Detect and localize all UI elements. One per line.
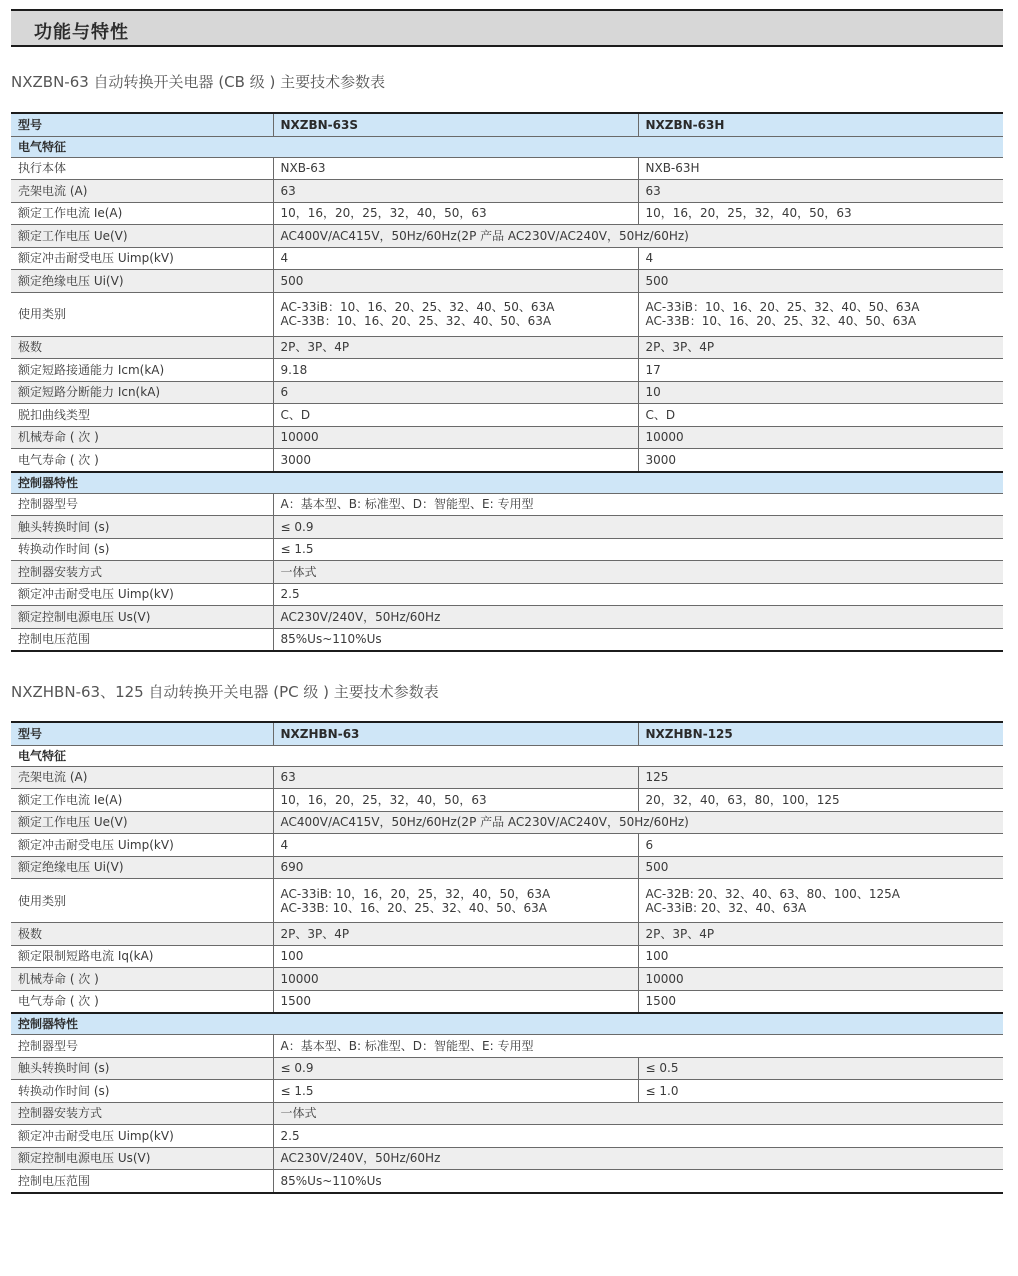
row-label: 控制器安装方式 (11, 1102, 273, 1125)
row-label: 控制器型号 (11, 493, 273, 516)
value-line: AC-33iB: 10，16，20，25，32，40，50，63A (280, 886, 551, 901)
table-row (11, 270, 1003, 293)
row-value-2: 6 (638, 834, 1003, 857)
row-label: 额定工作电流 Ie(A) (11, 202, 273, 225)
table-row (11, 493, 1003, 516)
table-row (11, 538, 1003, 561)
row-label: 额定短路接通能力 Icm(kA) (11, 359, 273, 382)
value-line: AC-33B：10、16、20、25、32、40、50、63A (280, 314, 552, 328)
group-row-electrical (11, 745, 1003, 766)
row-value-2: 10000 (638, 968, 1003, 991)
row-label: 机械寿命 ( 次 ) (11, 426, 273, 449)
row-value-1: 10，16，20，25，32，40，50，63 (273, 202, 638, 225)
row-value-span: AC400V/AC415V，50Hz/60Hz(2P 产品 AC230V/AC240V，50Hz/60Hz) (273, 811, 1003, 834)
row-value-1 (273, 292, 638, 336)
value-line: AC-33B: 10、16、20、25、32、40、50、63A (280, 900, 547, 915)
row-value-2: 500 (638, 270, 1003, 293)
table-row (11, 225, 1003, 248)
row-label: 脱扣曲线类型 (11, 404, 273, 427)
table-row (11, 404, 1003, 427)
row-value-1: 6 (273, 381, 638, 404)
row-value-span: 2.5 (273, 1125, 1003, 1148)
row-label: 额定工作电流 Ie(A) (11, 789, 273, 812)
table-row (11, 202, 1003, 225)
table-row (11, 1057, 1003, 1080)
row-value-2: C、D (638, 404, 1003, 427)
group-label: 控制器特性 (11, 472, 1003, 494)
row-value-1: 63 (273, 766, 638, 789)
row-value-2 (638, 292, 1003, 336)
header-cell-model-1: NXZBN-63S (273, 113, 638, 136)
row-label: 额定控制电源电压 Us(V) (11, 606, 273, 629)
row-value-2: 2P、3P、4P (638, 336, 1003, 359)
group-label: 控制器特性 (11, 1013, 1003, 1035)
table-row (11, 292, 1003, 336)
row-value-2: 2P、3P、4P (638, 923, 1003, 946)
row-value-1: 3000 (273, 449, 638, 472)
row-label: 触头转换时间 (s) (11, 1057, 273, 1080)
table-row (11, 834, 1003, 857)
row-value-2: 1500 (638, 990, 1003, 1013)
row-value-1: 2P、3P、4P (273, 336, 638, 359)
row-value-span: AC230V/240V，50Hz/60Hz (273, 1147, 1003, 1170)
table-row (11, 766, 1003, 789)
row-value-2: ≤ 1.0 (638, 1080, 1003, 1103)
row-label: 转换动作时间 (s) (11, 1080, 273, 1103)
table-row (11, 945, 1003, 968)
row-value-2: 3000 (638, 449, 1003, 472)
table-row (11, 157, 1003, 180)
row-value-span: 一体式 (273, 1102, 1003, 1125)
row-label: 额定冲击耐受电压 Uimp(kV) (11, 834, 273, 857)
row-label: 使用类别 (11, 292, 273, 336)
row-value-span: 85%Us~110%Us (273, 1170, 1003, 1193)
row-label: 极数 (11, 923, 273, 946)
row-label: 额定短路分断能力 Icn(kA) (11, 381, 273, 404)
row-value-span: ≤ 0.9 (273, 516, 1003, 539)
table-row (11, 449, 1003, 472)
row-value-1: 10，16，20，25，32，40，50，63 (273, 789, 638, 812)
row-value-1: ≤ 1.5 (273, 1080, 638, 1103)
header-cell-model-2: NXZHBN-125 (638, 722, 1003, 745)
table-row (11, 811, 1003, 834)
row-value-2 (638, 879, 1003, 923)
header-cell-model-1: NXZHBN-63 (273, 722, 638, 745)
row-label: 使用类别 (11, 879, 273, 923)
table-row (11, 1102, 1003, 1125)
row-value-1: 9.18 (273, 359, 638, 382)
spec-table-pc (11, 721, 1003, 1194)
table2-title: NXZHBN-63、125 自动转换开关电器 (PC 级 ) 主要技术参数表 (11, 683, 439, 701)
table-row (11, 923, 1003, 946)
row-value-span: AC400V/AC415V，50Hz/60Hz(2P 产品 AC230V/AC240V，50Hz/60Hz) (273, 225, 1003, 248)
row-label: 额定绝缘电压 Ui(V) (11, 856, 273, 879)
row-value-span: A：基本型、B: 标准型、D：智能型、E: 专用型 (273, 493, 1003, 516)
table-row (11, 426, 1003, 449)
row-label: 壳架电流 (A) (11, 180, 273, 203)
header-cell-model-2: NXZBN-63H (638, 113, 1003, 136)
table-row (11, 606, 1003, 629)
row-value-1: 500 (273, 270, 638, 293)
row-value-span: 2.5 (273, 583, 1003, 606)
value-line: AC-33iB：10、16、20、25、32、40、50、63A (645, 300, 920, 314)
table-row (11, 1125, 1003, 1148)
row-label: 执行本体 (11, 157, 273, 180)
header-cell-model: 型号 (11, 722, 273, 745)
table-row (11, 381, 1003, 404)
table-row (11, 583, 1003, 606)
row-value-1: NXB-63 (273, 157, 638, 180)
value-line: AC-33B：10、16、20、25、32、40、50、63A (645, 314, 917, 328)
table-header-row (11, 722, 1003, 745)
row-value-2: ≤ 0.5 (638, 1057, 1003, 1080)
row-label: 电气寿命 ( 次 ) (11, 449, 273, 472)
row-value-1: 4 (273, 834, 638, 857)
table-row (11, 1035, 1003, 1058)
table-row (11, 628, 1003, 651)
table-row (11, 990, 1003, 1013)
row-label: 极数 (11, 336, 273, 359)
row-label: 电气寿命 ( 次 ) (11, 990, 273, 1013)
row-label: 控制器安装方式 (11, 561, 273, 584)
table-header-row (11, 113, 1003, 136)
row-value-2: 20，32，40，63，80，100，125 (638, 789, 1003, 812)
row-value-2: 63 (638, 180, 1003, 203)
row-label: 转换动作时间 (s) (11, 538, 273, 561)
table-row (11, 1147, 1003, 1170)
row-label: 控制电压范围 (18, 632, 91, 647)
row-label: 机械寿命 ( 次 ) (11, 968, 273, 991)
table-row (11, 247, 1003, 270)
row-label: 壳架电流 (A) (11, 766, 273, 789)
row-value-1: 10000 (273, 968, 638, 991)
row-value-2: 17 (638, 359, 1003, 382)
table-row (11, 789, 1003, 812)
row-label: 额定限制短路电流 Iq(kA) (11, 945, 273, 968)
row-label: 控制电压范围 (18, 1173, 91, 1188)
row-value-span: ≤ 1.5 (273, 538, 1003, 561)
table-row (11, 561, 1003, 584)
table-row (11, 516, 1003, 539)
row-label: 额定冲击耐受电压 Uimp(kV) (11, 1125, 273, 1148)
row-value-span: AC230V/240V，50Hz/60Hz (273, 606, 1003, 629)
table-row (11, 1170, 1003, 1193)
group-label: 电气特征 (11, 745, 1003, 766)
table-row (11, 359, 1003, 382)
table1-title: NXZBN-63 自动转换开关电器 (CB 级 ) 主要技术参数表 (11, 73, 386, 91)
row-value-2: 10，16，20，25，32，40，50，63 (638, 202, 1003, 225)
row-value-span: 一体式 (273, 561, 1003, 584)
group-row-controller (11, 1013, 1003, 1035)
row-value-2: 100 (638, 945, 1003, 968)
row-value-2: 10000 (638, 426, 1003, 449)
table-row (11, 336, 1003, 359)
row-value-span: A：基本型、B: 标准型、D：智能型、E: 专用型 (273, 1035, 1003, 1058)
row-label: 额定控制电源电压 Us(V) (11, 1147, 273, 1170)
row-value-2: 500 (638, 856, 1003, 879)
value-line: AC-32B: 20、32、40、63、80、100、125A (645, 886, 900, 901)
row-label: 额定冲击耐受电压 Uimp(kV) (11, 247, 273, 270)
row-value-1: 63 (273, 180, 638, 203)
row-value-2: 4 (638, 247, 1003, 270)
table-row (11, 856, 1003, 879)
group-row-controller (11, 472, 1003, 494)
section-header-bar (11, 9, 1003, 47)
row-value-1: 100 (273, 945, 638, 968)
row-label: 控制器型号 (11, 1035, 273, 1058)
row-label: 额定绝缘电压 Ui(V) (11, 270, 273, 293)
value-line: AC-33iB：10、16、20、25、32、40、50、63A (280, 300, 555, 314)
row-value-1: 690 (273, 856, 638, 879)
row-label: 触头转换时间 (s) (11, 516, 273, 539)
table-row (11, 968, 1003, 991)
spec-table-cb (11, 112, 1003, 652)
row-value-span: 85%Us~110%Us (273, 628, 1003, 651)
row-value-1 (273, 879, 638, 923)
row-value-1: 2P、3P、4P (273, 923, 638, 946)
row-label: 额定冲击耐受电压 Uimp(kV) (11, 583, 273, 606)
row-value-1: 4 (273, 247, 638, 270)
table-row (11, 1080, 1003, 1103)
group-row-electrical (11, 136, 1003, 157)
row-label: 额定工作电压 Ue(V) (11, 811, 273, 834)
row-value-2: 10 (638, 381, 1003, 404)
row-value-1: ≤ 0.9 (273, 1057, 638, 1080)
table-row (11, 879, 1003, 923)
row-value-2: 125 (638, 766, 1003, 789)
section-heading: 功能与特性 (34, 22, 129, 43)
table-row (11, 180, 1003, 203)
row-value-2: NXB-63H (638, 157, 1003, 180)
row-value-1: 10000 (273, 426, 638, 449)
row-value-1: 1500 (273, 990, 638, 1013)
value-line: AC-33iB: 20、32、40、63A (645, 900, 807, 915)
header-cell-model: 型号 (11, 113, 273, 136)
row-label: 额定工作电压 Ue(V) (11, 225, 273, 248)
row-value-1: C、D (273, 404, 638, 427)
group-label: 电气特征 (11, 136, 1003, 157)
